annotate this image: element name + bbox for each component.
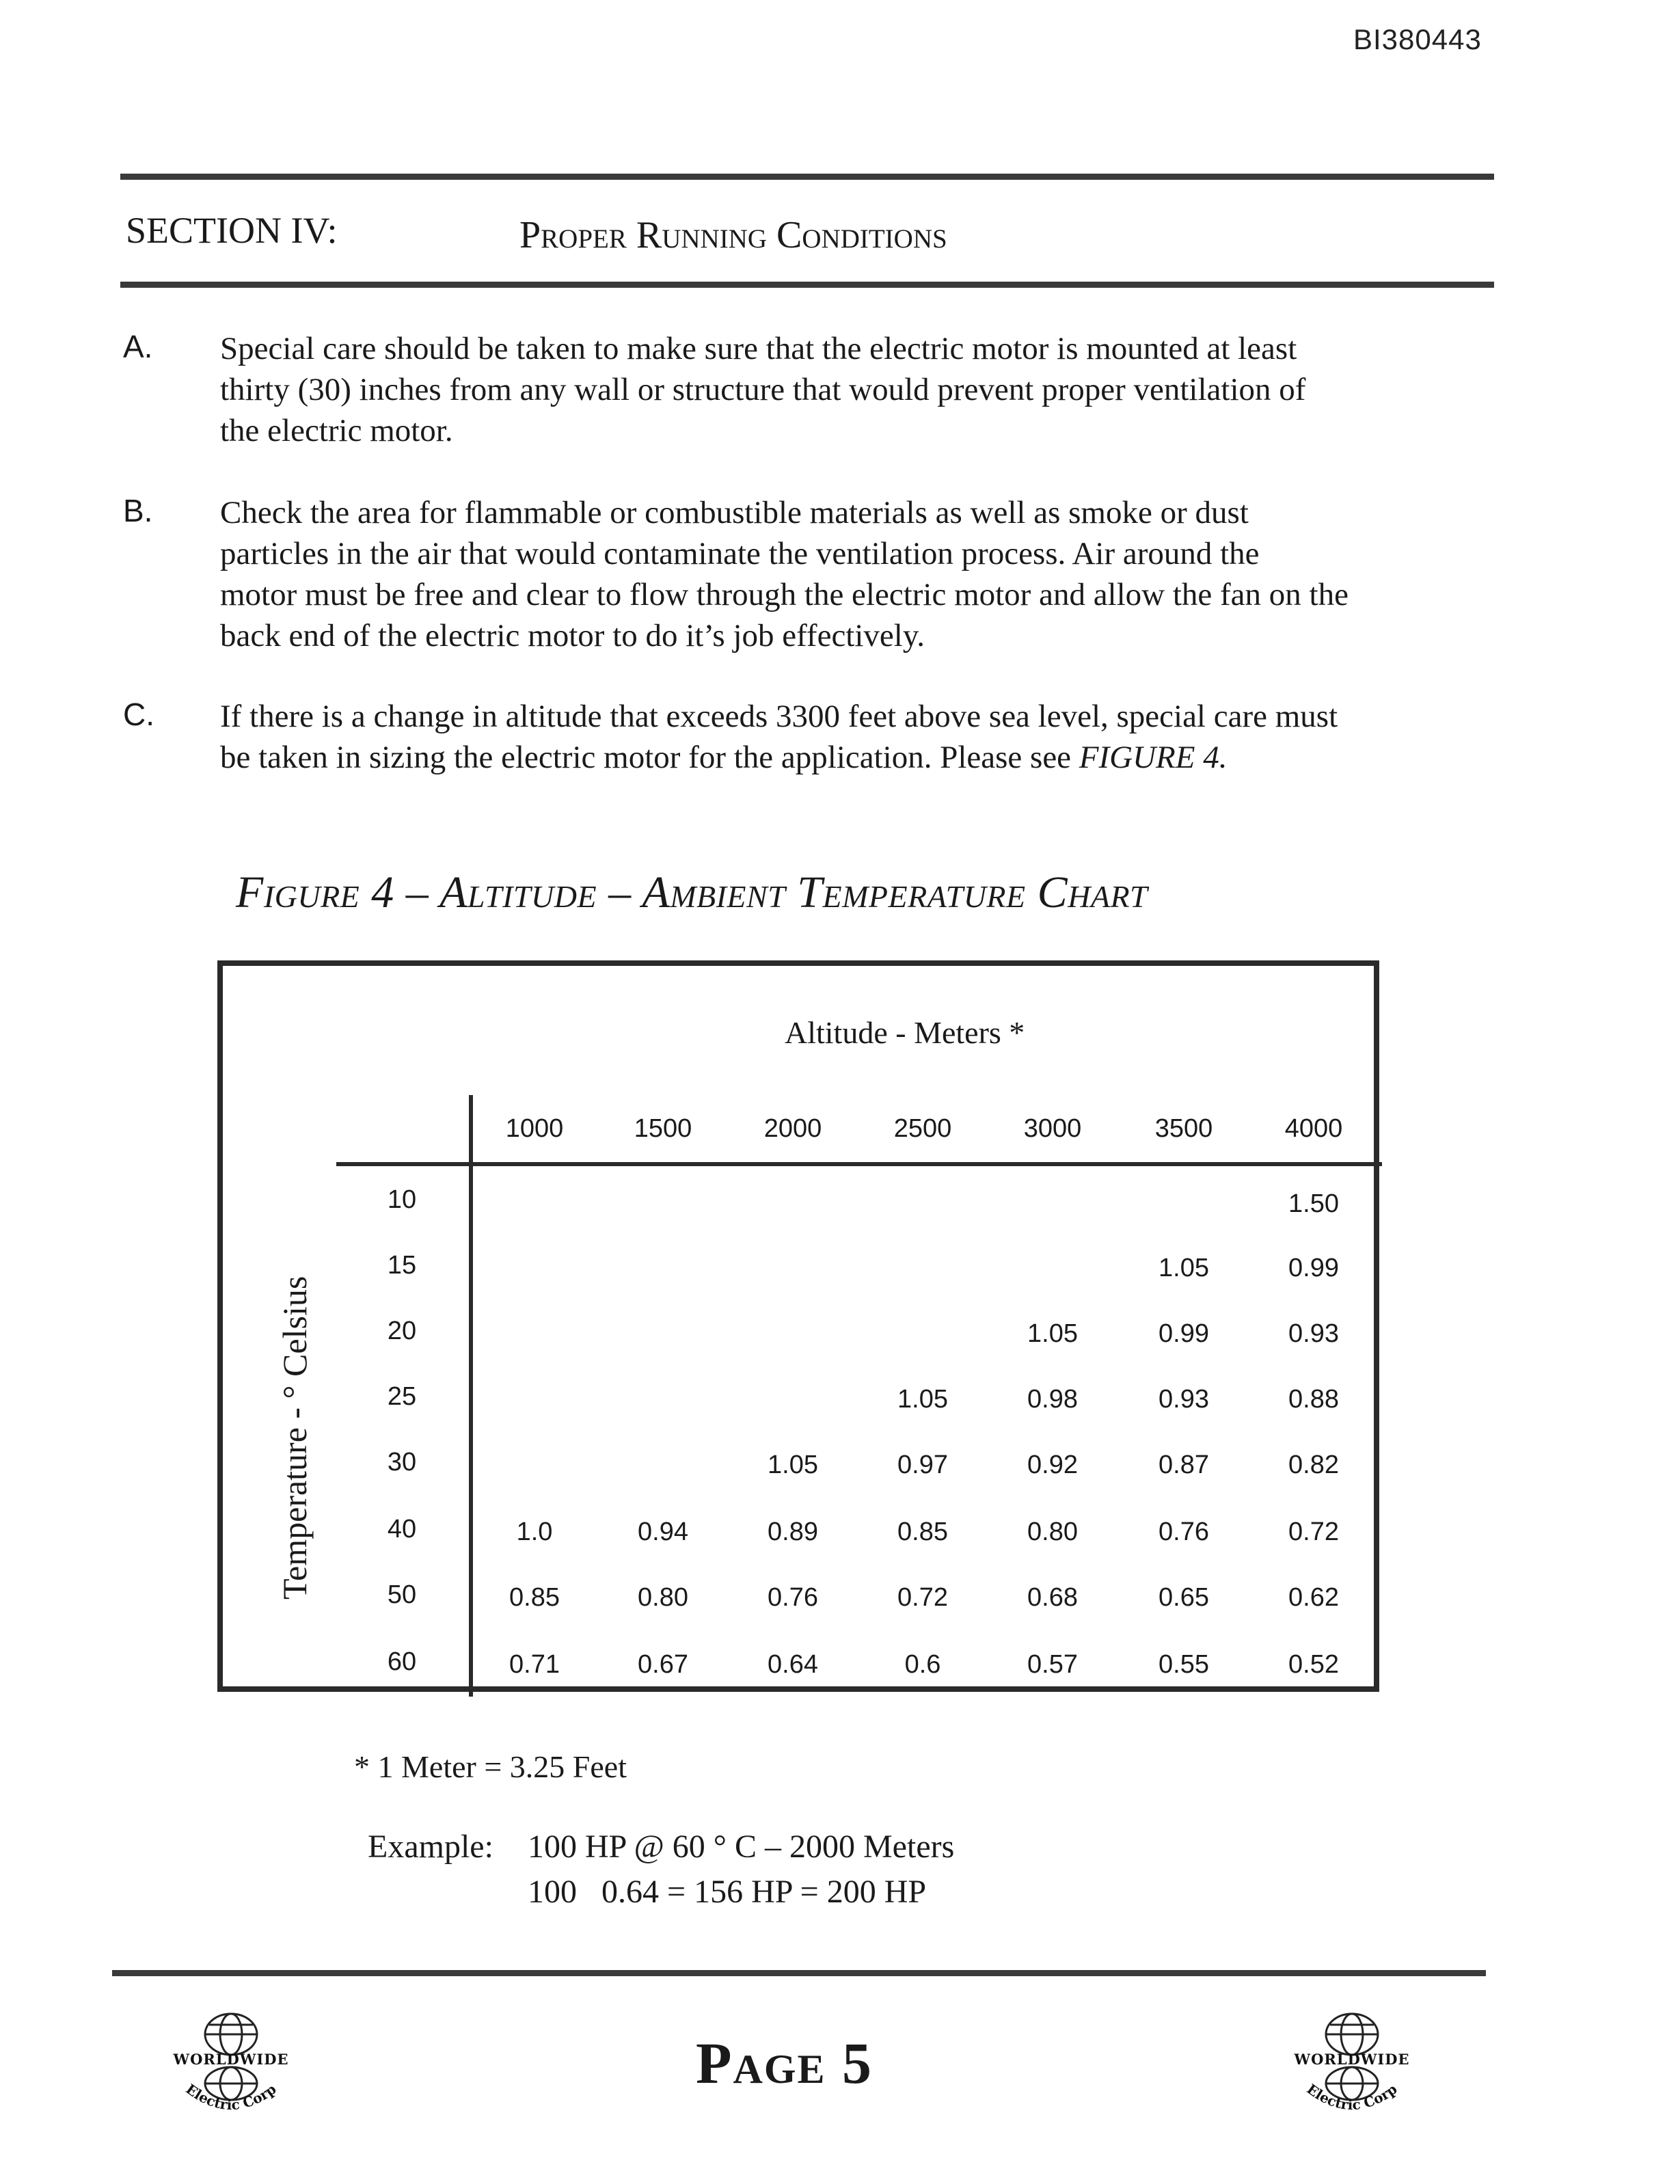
table-cell: 0.62 (1288, 1583, 1339, 1612)
table-cell: 0.97 (897, 1451, 948, 1479)
table-cell: 1.50 (1288, 1189, 1339, 1218)
logo-script: Electric Corp (1303, 2080, 1400, 2114)
section-title: Proper Running Conditions (519, 214, 947, 256)
table-cell: 0.71 (509, 1650, 560, 1679)
item-a-line-3: the electric motor. (220, 413, 453, 448)
row-header-20: 20 (387, 1317, 417, 1345)
logo-wordmark: WORLDWIDE (173, 2051, 289, 2068)
document-id: BI380443 (1353, 23, 1482, 55)
header-rule-bottom (120, 282, 1494, 288)
table-cell: 0.72 (1288, 1518, 1339, 1546)
table-cell: 0.87 (1159, 1451, 1209, 1479)
logo-wordmark: WORLDWIDE (1294, 2051, 1410, 2068)
table-cell: 0.99 (1159, 1319, 1209, 1348)
table-cell: 0.98 (1027, 1385, 1078, 1414)
example-label: Example: (368, 1829, 493, 1865)
table-cell: 0.57 (1027, 1650, 1078, 1679)
item-text-c (220, 696, 1505, 778)
item-text-a (220, 328, 1505, 451)
item-b-line-2: particles in the air that would contaminate the ventilation process. Air around the (220, 536, 1260, 571)
footer-rule (112, 1970, 1486, 1976)
item-letter-a: A. (123, 329, 153, 364)
table-cell: 0.64 (768, 1650, 818, 1679)
table-cell: 0.85 (509, 1583, 560, 1612)
row-header-40: 40 (387, 1515, 417, 1543)
table-cell: 1.05 (1159, 1254, 1209, 1282)
temperature-axis-label: Temperature - ° Celsius (275, 1276, 314, 1600)
item-c-line-1: If there is a change in altitude that exceeds 3300 feet above sea level, special care must (220, 699, 1338, 734)
item-b-line-1: Check the area for flammable or combustible materials as well as smoke or dust (220, 495, 1249, 530)
figure-reference: FIGURE 4. (1079, 740, 1228, 775)
table-cell: 0.67 (638, 1650, 688, 1679)
row-header-25: 25 (387, 1382, 417, 1411)
row-header-15: 15 (387, 1251, 417, 1280)
row-header-50: 50 (387, 1580, 417, 1609)
row-header-30: 30 (387, 1448, 417, 1477)
table-cell: 0.6 (904, 1650, 941, 1679)
item-a-line-2: thirty (30) inches from any wall or structure that would prevent proper ventilation of (220, 372, 1306, 407)
table-horizontal-divider (336, 1162, 1382, 1166)
item-b-line-4: back end of the electric motor to do it’s job effectively. (220, 618, 925, 653)
item-a-line-1: Special care should be taken to make sure that the electric motor is mounted at least (220, 331, 1297, 366)
altitude-heading: Altitude - Meters * (785, 1015, 1025, 1050)
item-c-line-2 (220, 737, 1505, 778)
table-cell: 0.85 (897, 1518, 948, 1546)
col-header-1000: 1000 (505, 1114, 564, 1143)
table-cell: 0.82 (1288, 1451, 1339, 1479)
table-cell: 0.76 (768, 1583, 818, 1612)
item-text-b (220, 492, 1505, 656)
header-rule-top (120, 174, 1494, 180)
item-b-line-3: motor must be free and clear to flow through the electric motor and allow the fan on the (220, 577, 1349, 612)
table-cell: 0.55 (1159, 1650, 1209, 1679)
table-cell: 0.68 (1027, 1583, 1078, 1612)
item-letter-c: C. (123, 697, 154, 732)
section-label: SECTION IV: (126, 210, 338, 251)
row-header-10: 10 (387, 1185, 417, 1214)
col-header-2000: 2000 (763, 1114, 822, 1143)
item-letter-b: B. (123, 493, 153, 528)
globe-logo-icon (163, 2007, 299, 2116)
col-header-3500: 3500 (1154, 1114, 1213, 1143)
example-line-2: 100 0.64 = 156 HP = 200 HP (528, 1874, 927, 1910)
svg-text:Electric Corp (183, 2081, 280, 2113)
company-logo-left (163, 2007, 299, 2120)
row-header-60: 60 (387, 1647, 417, 1676)
conversion-footnote: * 1 Meter = 3.25 Feet (354, 1749, 627, 1784)
logo-script: Electric Corp (182, 2080, 280, 2114)
svg-text:Electric Corp (1304, 2081, 1400, 2113)
table-cell: 0.89 (768, 1518, 818, 1546)
table-cell: 0.94 (638, 1518, 688, 1546)
col-header-1500: 1500 (634, 1114, 692, 1143)
figure-title: Figure 4 – Altitude – Ambient Temperature Chart (236, 867, 1148, 917)
table-cell: 0.93 (1288, 1319, 1339, 1348)
col-header-4000: 4000 (1284, 1114, 1343, 1143)
globe-logo-icon (1284, 2007, 1420, 2116)
table-cell: 0.88 (1288, 1385, 1339, 1414)
table-cell: 0.65 (1159, 1583, 1209, 1612)
table-cell: 1.05 (897, 1385, 948, 1414)
table-cell: 0.93 (1159, 1385, 1209, 1414)
col-header-2500: 2500 (893, 1114, 952, 1143)
table-cell: 1.05 (1027, 1319, 1078, 1348)
col-header-3000: 3000 (1023, 1114, 1082, 1143)
company-logo-right (1284, 2007, 1420, 2120)
table-cell: 0.76 (1159, 1518, 1209, 1546)
example-line-1: 100 HP @ 60 ° C – 2000 Meters (528, 1829, 955, 1865)
table-cell: 0.72 (897, 1583, 948, 1612)
table-cell: 0.80 (1027, 1518, 1078, 1546)
table-vertical-divider (469, 1095, 473, 1697)
table-cell: 0.92 (1027, 1451, 1078, 1479)
table-cell: 0.80 (638, 1583, 688, 1612)
table-cell: 0.52 (1288, 1650, 1339, 1679)
table-cell: 1.05 (768, 1451, 818, 1479)
table-cell: 1.0 (516, 1518, 553, 1546)
item-c-line-2-text: be taken in sizing the electric motor for the application. Please see (220, 740, 1079, 775)
page-number: Page 5 (696, 2030, 873, 2096)
table-cell: 0.99 (1288, 1254, 1339, 1282)
